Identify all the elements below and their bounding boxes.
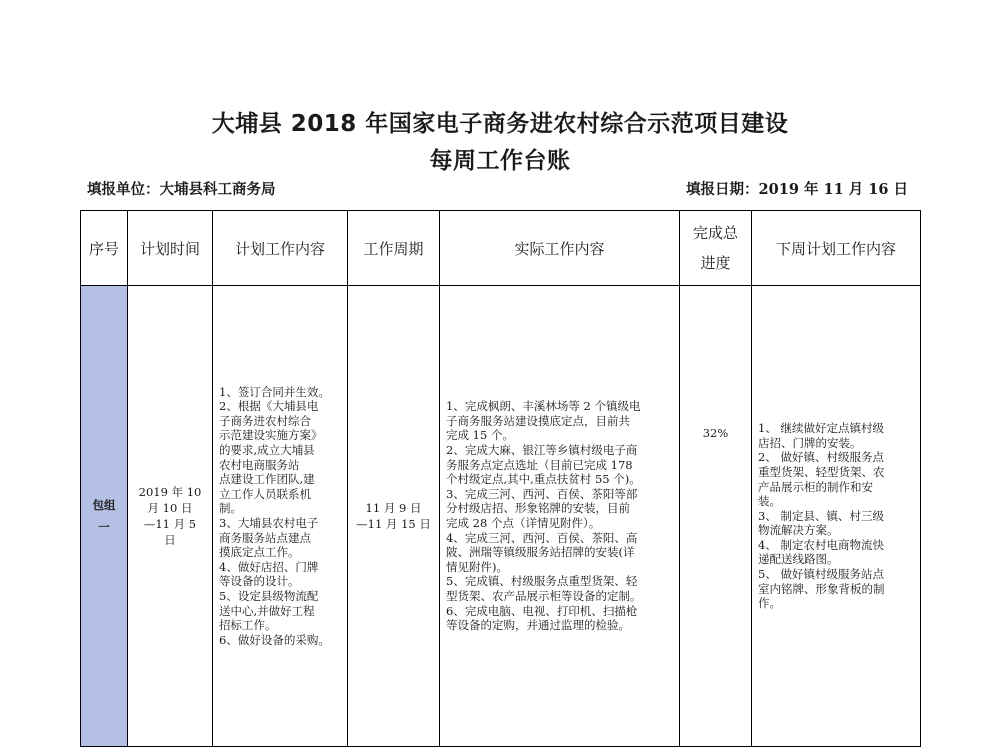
plan-time-line3: —11 月 5 bbox=[143, 517, 197, 531]
list-item: 4、 制定农村电商物流快 bbox=[758, 537, 884, 552]
group-label-line1: 包组 bbox=[92, 498, 116, 512]
header-next-week: 下周计划工作内容 bbox=[752, 211, 921, 286]
list-item: 5、 做好镇村级服务站点 bbox=[758, 567, 884, 582]
plan-time-line2: 月 10 日 bbox=[147, 501, 193, 515]
list-item: 完成 15 个。 bbox=[446, 428, 514, 443]
list-item: 2、完成大麻、银江等乡镇村级电子商 bbox=[446, 443, 638, 458]
list-item: 情见附件)。 bbox=[446, 559, 508, 574]
list-item: 产品展示柜的制作和安 bbox=[758, 479, 873, 494]
header-work-period: 工作周期 bbox=[348, 211, 440, 286]
list-item: 4、做好店招、门牌 bbox=[219, 559, 319, 574]
list-item: 制。 bbox=[219, 501, 242, 516]
plan-time-cell bbox=[128, 286, 213, 747]
list-item: 送中心,并做好工程 bbox=[219, 603, 315, 618]
list-item: 5、设定县级物流配 bbox=[219, 588, 319, 603]
header-actual-content: 实际工作内容 bbox=[440, 211, 680, 286]
list-item: 招标工作。 bbox=[219, 618, 277, 633]
list-item: 4、完成三河、西河、百侯、茶阳、高 bbox=[446, 530, 638, 545]
list-item: 物流解决方案。 bbox=[758, 523, 839, 538]
list-item: 6、做好设备的采购。 bbox=[219, 632, 330, 647]
list-item: 子商务进农村综合 bbox=[219, 413, 311, 428]
header-seq: 序号 bbox=[81, 211, 128, 286]
work-period-line2: —11 月 15 日 bbox=[356, 517, 431, 531]
list-item: 作。 bbox=[758, 596, 781, 611]
list-item: 农村电商服务站 bbox=[219, 457, 300, 472]
list-item: 递配送线路图。 bbox=[758, 552, 839, 567]
header-plan-time: 计划时间 bbox=[128, 211, 213, 286]
list-item: 3、 制定县、镇、村三级 bbox=[758, 508, 884, 523]
list-item: 个村级定点,其中,重点扶贫村 55 个)。 bbox=[446, 472, 641, 487]
header-plan-content: 计划工作内容 bbox=[213, 211, 348, 286]
reporting-unit: 填报单位：大埔县科工商务局 bbox=[87, 181, 276, 198]
header-progress bbox=[680, 211, 752, 286]
list-item: 商务服务站点建点 bbox=[219, 530, 311, 545]
list-item: 点建设工作团队,建 bbox=[219, 472, 315, 487]
list-item: 的要求,成立大埔县 bbox=[219, 443, 315, 458]
work-period-line1: 11 月 9 日 bbox=[365, 501, 422, 515]
list-item: 3、大埔县农村电子 bbox=[219, 516, 319, 530]
report-date: 填报日期：2019 年 11 月 16 日 bbox=[686, 181, 908, 198]
list-item: 3、完成三河、西河、百侯、茶阳等部 bbox=[446, 486, 638, 501]
list-item: 1、签订合同并生效。 bbox=[219, 384, 330, 399]
list-item: 立工作人员联系机 bbox=[219, 486, 311, 501]
list-item: 等设备的定购，并通过监理的检验。 bbox=[446, 618, 630, 633]
list-item: 等设备的设计。 bbox=[219, 574, 300, 589]
list-item: 6、完成电脑、电视、打印机、扫描枪 bbox=[446, 603, 638, 618]
group-cell bbox=[81, 286, 128, 747]
table-header-row bbox=[81, 211, 921, 286]
list-item: 务服务点定点选址（目前已完成 178 bbox=[446, 457, 633, 472]
list-item: 2、 做好镇、村级服务点 bbox=[758, 450, 884, 465]
list-item: 重型货架、轻型货架、农 bbox=[758, 464, 885, 479]
group-label-line2: 一 bbox=[98, 520, 110, 534]
plan-content-cell bbox=[213, 286, 348, 747]
list-item: 子商务服务站建设摸底定点，目前共 bbox=[446, 413, 630, 428]
document-title: 大埔县 2018 年国家电子商务进农村综合示范项目建设 bbox=[211, 111, 789, 137]
header-progress-line2: 进度 bbox=[700, 254, 731, 272]
list-item: 摸底定点工作。 bbox=[219, 545, 300, 560]
plan-time-line1: 2019 年 10 bbox=[138, 485, 202, 499]
table-row bbox=[81, 286, 921, 747]
document-subtitle: 每周工作台账 bbox=[429, 148, 571, 174]
list-item: 1、 继续做好定点镇村级 bbox=[758, 421, 884, 436]
actual-content-cell bbox=[440, 286, 680, 747]
list-item: 室内铭牌、形象背板的制 bbox=[758, 581, 885, 596]
list-item: 2、根据《大埔县电 bbox=[219, 399, 319, 414]
weekly-ledger-table bbox=[80, 210, 921, 747]
header-progress-line1: 完成总 bbox=[692, 224, 738, 242]
list-item: 完成 28 个点（详情见附件）。 bbox=[446, 516, 601, 530]
list-item: 陂、洲瑞等镇级服务站招牌的安装(详 bbox=[446, 545, 635, 560]
list-item: 店招、门牌的安装。 bbox=[758, 435, 862, 450]
list-item: 示范建设实施方案》 bbox=[219, 428, 323, 443]
list-item: 型货架、农产品展示柜等设备的定制。 bbox=[446, 588, 642, 603]
work-period-cell bbox=[348, 286, 440, 747]
plan-time-line4: 日 bbox=[164, 533, 176, 547]
list-item: 装。 bbox=[758, 494, 781, 509]
list-item: 1、完成枫朗、丰溪林场等 2 个镇级电 bbox=[446, 399, 641, 414]
list-item: 分村级店招、形象铭牌的安装，目前 bbox=[446, 501, 630, 516]
list-item: 5、完成镇、村级服务点重型货架、轻 bbox=[446, 574, 638, 589]
next-week-cell bbox=[752, 286, 921, 747]
progress-cell: 32% bbox=[680, 286, 752, 747]
